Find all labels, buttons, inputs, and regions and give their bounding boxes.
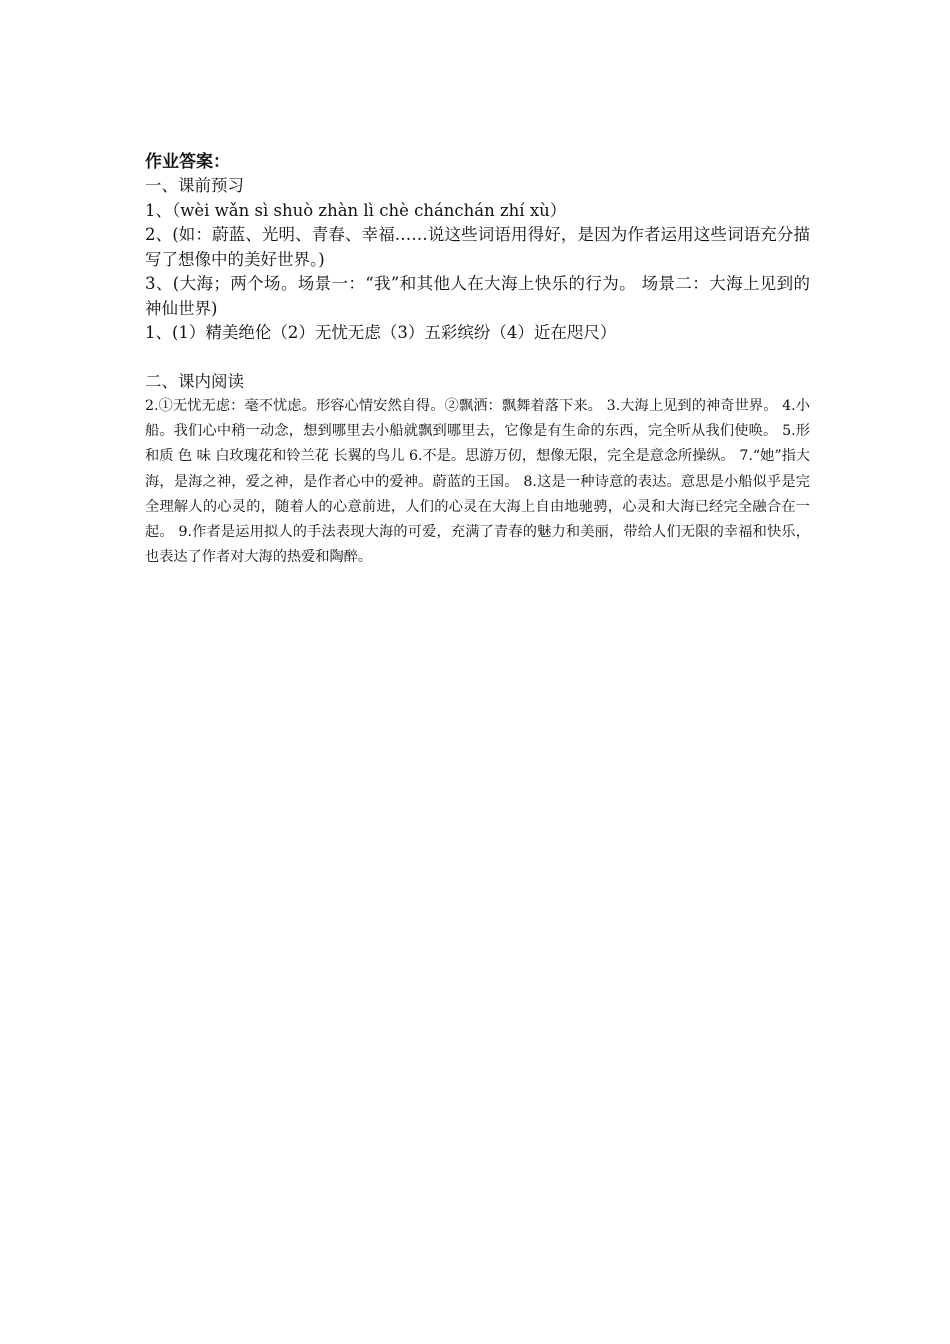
- section2-heading: 二、课内阅读: [145, 371, 244, 391]
- section-spacer: [145, 346, 810, 370]
- section1-item-pinyin: 1、（wèi wǎn sì shuò zhàn lì chè chánchán zhí xù）: [145, 200, 567, 220]
- section2-reading-answers: 2.①无忧无虑：毫不忧虑。形容心情安然自得。②飘洒：飘舞着落下来。 3.大海上见到的神奇世界。 4.小船。我们心中稍一动念，想到哪里去小船就飘到哪里去，它像是有生命的东西，完全听从我们使唤。 5.形和质 色 味 白玫瑰花和铃兰花 长翼的鸟儿 6.不是。思游万仞，想像无限，完全是意念所操纵。 7.“她”指大海，是海之神，爱之神，是作者心中的爱神。蔚蓝的王国。 8.这是一种诗意的表达。意思是小船似乎是完全理解人的心灵的，随着人的心意前进，人们的心灵在大海上自由地驰骋，心灵和大海已经完全融合在一起。 9.作者是运用拟人的手法表现大海的可爱，充满了青春的魅力和美丽，带给人们无限的幸福和快乐，也表达了作者对大海的热爱和陶醉。: [145, 398, 810, 566]
- answer-document: [145, 150, 810, 570]
- section1-heading: 一、课前预习: [145, 176, 244, 195]
- section1-item-words: 2、(如：蔚蓝、光明、青春、幸福……说这些词语用得好，是因为作者运用这些词语充分描写了想像中的美好世界。): [145, 225, 810, 269]
- section1-item-scenes: 3、(大海；两个场。场景一：“我”和其他人在大海上快乐的行为。 场景二：大海上见到的神仙世界): [145, 274, 810, 318]
- document-title: 作业答案：: [145, 152, 230, 172]
- section1-item-idioms: 1、(1）精美绝伦（2）无忧无虑（3）五彩缤纷（4）近在咫尺）: [145, 323, 617, 342]
